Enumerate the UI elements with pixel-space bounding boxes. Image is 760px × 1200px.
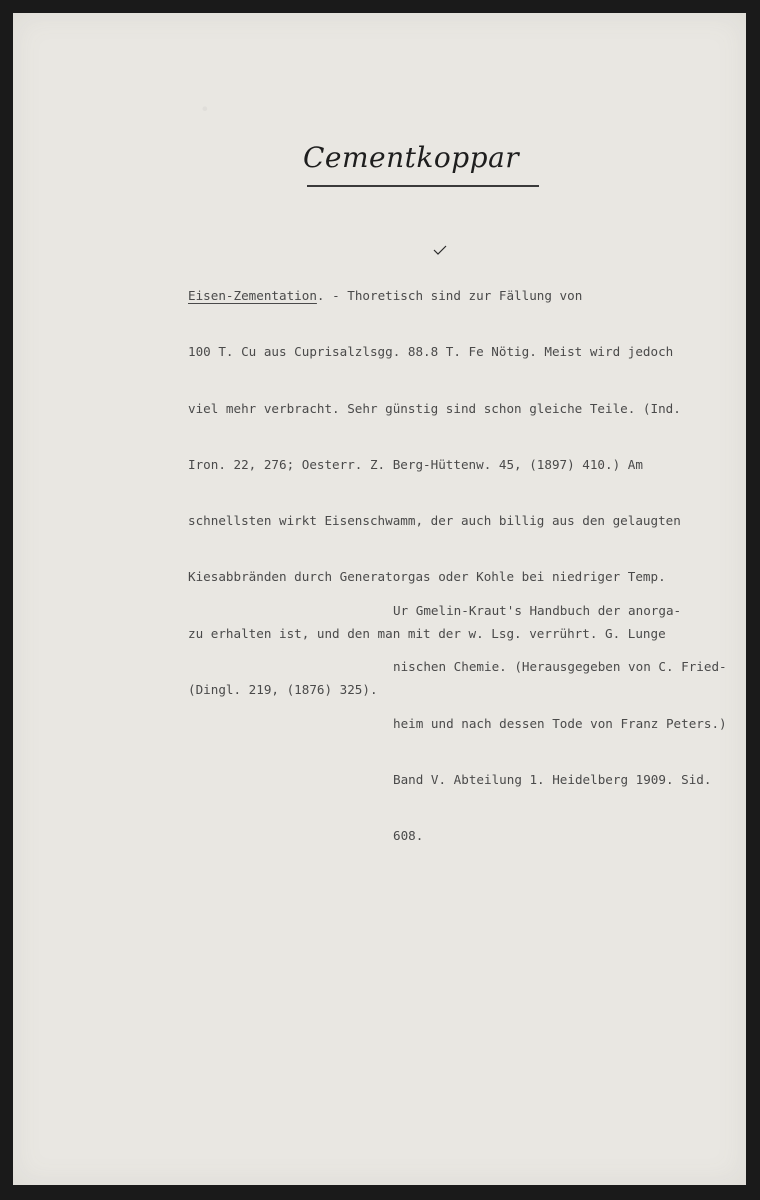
paragraph-line-8: (Dingl. 219, (1876) 325).: [188, 682, 378, 698]
source-line-3: heim und nach dessen Tode von Franz Peters.): [393, 715, 727, 731]
paragraph-line-7: zu erhalten ist, und den man mit der w. Lsg. verrührt. G. Lunge: [188, 625, 666, 641]
section-heading: Eisen-Zementation: [188, 288, 317, 303]
paragraph-line-1: [188, 283, 681, 309]
document-page: [13, 13, 746, 1185]
paragraph-line-2: 100 T. Cu aus Cuprisalzlsgg. 88.8 T. Fe Nötig. Meist wird jedoch: [188, 344, 674, 360]
paragraph-line-5: schnellsten wirkt Eisenschwamm, der auch billig aus den gelaugten: [188, 513, 681, 529]
title-underline: [307, 185, 539, 187]
paragraph-line-3: viel mehr verbracht. Sehr günstig sind schon gleiche Teile. (Ind.: [188, 400, 681, 416]
source-line-4: Band V. Abteilung 1. Heidelberg 1909. Sid.: [393, 771, 712, 787]
paragraph-line-6: Kiesabbränden durch Generatorgas oder Kohle bei niedriger Temp.: [188, 569, 666, 585]
source-line-5: 608.: [393, 828, 424, 844]
source-line-1: Ur Gmelin-Kraut's Handbuch der anorga-: [393, 603, 682, 618]
bleed-through-text: [183, 103, 224, 126]
handwritten-title: Cementkoppar: [303, 141, 520, 174]
paragraph-line-4: Iron. 22, 276; Oesterr. Z. Berg-Hüttenw. 45, (1897) 410.) Am: [188, 456, 643, 472]
paragraph-line-text: . - Thoretisch sind zur Fällung von: [316, 288, 583, 303]
source-line-2: nischen Chemie. (Herausgegeben von C. Fried-: [393, 659, 727, 675]
source-citation: [393, 568, 727, 879]
